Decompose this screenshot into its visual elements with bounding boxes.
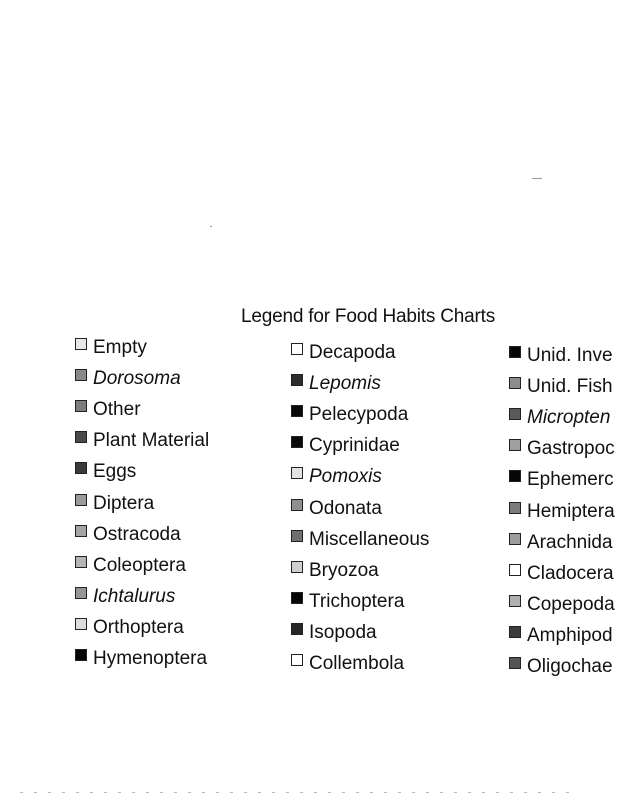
legend-label: Orthoptera xyxy=(93,617,184,639)
legend-label: Lepomis xyxy=(309,372,381,394)
legend-item xyxy=(75,488,209,519)
legend-item xyxy=(509,371,615,402)
legend-label: Plant Material xyxy=(93,430,210,452)
legend-swatch xyxy=(291,467,303,479)
legend-item xyxy=(509,434,615,465)
legend-item xyxy=(509,465,615,496)
legend-swatch xyxy=(509,346,521,358)
legend-swatch xyxy=(75,400,87,412)
legend-swatch xyxy=(509,657,521,669)
legend-label: Micropten xyxy=(527,406,611,428)
legend-label: Oligochae xyxy=(527,656,613,678)
legend-title: Legend for Food Habits Charts xyxy=(241,306,496,327)
legend-item xyxy=(291,587,429,618)
legend-swatch xyxy=(509,564,521,576)
legend-item xyxy=(291,368,429,399)
legend-item xyxy=(291,524,429,555)
legend-label: Cladocera xyxy=(527,562,614,584)
legend-item xyxy=(291,649,429,680)
legend-label: Eggs xyxy=(93,461,137,483)
legend-swatch xyxy=(509,377,521,389)
legend-item xyxy=(291,399,429,430)
legend-label: Isopoda xyxy=(309,622,377,644)
legend-swatch xyxy=(291,374,303,386)
legend-swatch xyxy=(291,654,303,666)
legend-swatch xyxy=(509,408,521,420)
legend-label: Pelecypoda xyxy=(309,403,409,425)
legend-item xyxy=(75,457,209,488)
legend-item xyxy=(509,590,615,621)
scan-speck xyxy=(210,226,212,227)
legend-swatch xyxy=(509,439,521,451)
legend-item xyxy=(75,550,209,581)
legend-swatch xyxy=(75,462,87,474)
legend-label: Trichoptera xyxy=(309,591,405,613)
legend-swatch xyxy=(75,338,87,350)
legend-column-2 xyxy=(291,337,429,680)
legend-item xyxy=(75,644,209,675)
legend-label: Unid. Fish xyxy=(527,375,613,397)
legend-label: Empty xyxy=(93,336,147,358)
legend-swatch xyxy=(291,592,303,604)
legend-label: Pomoxis xyxy=(309,466,382,488)
legend-label: Miscellaneous xyxy=(309,528,430,550)
legend-label: Cyprinidae xyxy=(309,435,400,457)
legend-label: Odonata xyxy=(309,497,382,519)
legend-label: Coleoptera xyxy=(93,554,186,576)
legend-swatch xyxy=(75,494,87,506)
legend-swatch xyxy=(75,431,87,443)
legend-item xyxy=(75,394,209,425)
legend-item xyxy=(509,496,615,527)
legend-label: Hymenoptera xyxy=(93,648,208,670)
legend-swatch xyxy=(75,649,87,661)
legend-item xyxy=(291,462,429,493)
legend-label: Other xyxy=(93,398,141,420)
legend-column-3 xyxy=(509,340,615,683)
legend-label: Amphipod xyxy=(527,625,613,647)
legend-label: Bryozoa xyxy=(309,559,379,581)
legend-item xyxy=(291,618,429,649)
legend-swatch xyxy=(509,626,521,638)
legend-swatch xyxy=(291,623,303,635)
legend-label: Collembola xyxy=(309,653,405,675)
legend-item xyxy=(75,332,209,363)
legend-item xyxy=(509,402,615,433)
legend-item xyxy=(291,431,429,462)
legend-swatch xyxy=(75,587,87,599)
legend-swatch xyxy=(509,470,521,482)
legend-swatch xyxy=(75,556,87,568)
legend-swatch xyxy=(291,499,303,511)
legend-swatch xyxy=(291,343,303,355)
legend-swatch xyxy=(291,405,303,417)
legend-item xyxy=(75,613,209,644)
legend-label: Gastropoc xyxy=(527,438,615,460)
legend-label: Dorosoma xyxy=(93,367,181,389)
legend-item xyxy=(75,426,209,457)
legend-label: Unid. Inve xyxy=(527,344,613,366)
legend-swatch xyxy=(291,530,303,542)
legend-swatch xyxy=(509,533,521,545)
legend-label: Ostracoda xyxy=(93,523,181,545)
legend-item xyxy=(75,582,209,613)
legend-item xyxy=(75,363,209,394)
scan-speck xyxy=(532,178,542,179)
legend-item xyxy=(509,558,615,589)
legend-swatch xyxy=(509,595,521,607)
legend-label: Hemiptera xyxy=(527,500,615,522)
legend-label: Copepoda xyxy=(527,594,615,616)
legend-item xyxy=(509,621,615,652)
legend-label: Decapoda xyxy=(309,341,396,363)
legend-swatch xyxy=(75,369,87,381)
legend-label: Diptera xyxy=(93,492,155,514)
legend-item xyxy=(291,555,429,586)
legend-label: Arachnida xyxy=(527,531,613,553)
legend-item xyxy=(291,493,429,524)
legend-item xyxy=(509,340,615,371)
legend-swatch xyxy=(291,436,303,448)
legend-item xyxy=(75,519,209,550)
legend-label: Ichtalurus xyxy=(93,586,176,608)
legend-column-1 xyxy=(75,332,209,675)
legend-swatch xyxy=(291,561,303,573)
legend-label: Ephemerc xyxy=(527,469,614,491)
legend-item xyxy=(509,652,615,683)
scan-noise-bottom xyxy=(20,792,580,793)
legend-swatch xyxy=(75,525,87,537)
legend-item xyxy=(291,337,429,368)
legend-item xyxy=(509,527,615,558)
legend-swatch xyxy=(509,502,521,514)
legend-swatch xyxy=(75,618,87,630)
